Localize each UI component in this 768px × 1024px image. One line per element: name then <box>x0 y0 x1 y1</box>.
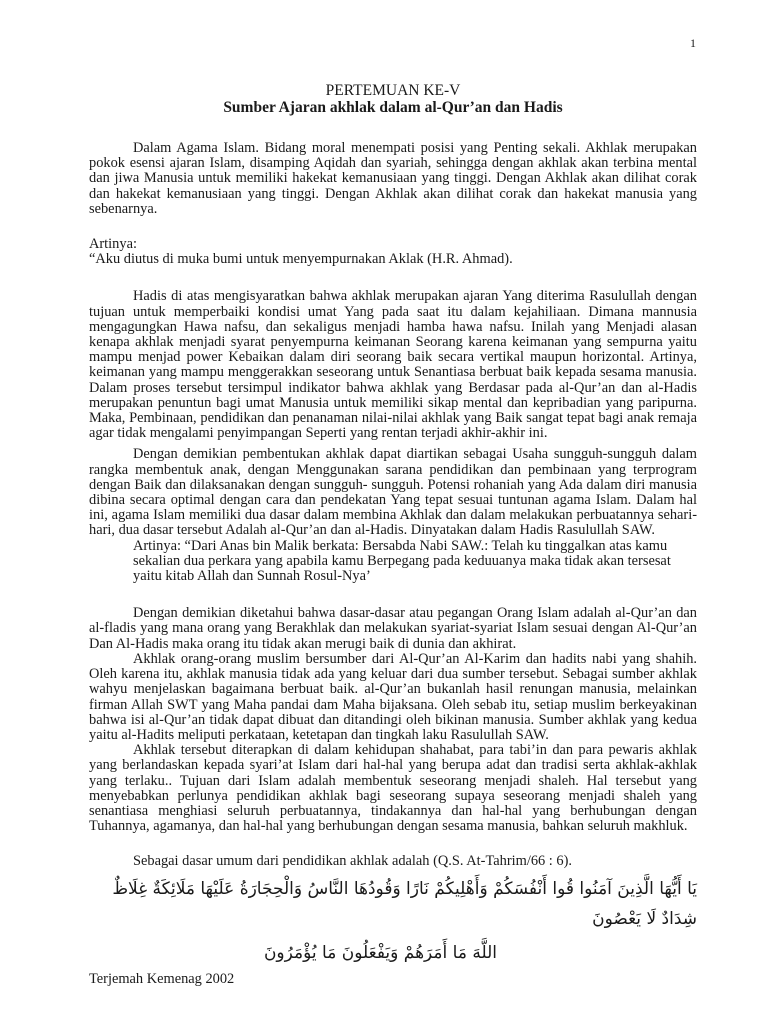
artinya-label: Artinya: <box>89 236 137 253</box>
page-number: 1 <box>690 36 696 50</box>
translation-source: Terjemah Kemenag 2002 <box>89 970 235 987</box>
page-subtitle: Sumber Ajaran akhlak dalam al-Qur’an dan Hadis <box>223 99 563 116</box>
document-body <box>89 82 697 987</box>
paragraph-dasar-umum: Sebagai dasar umum dari pendidikan akhlak adalah (Q.S. At-Tahrim/66 : 6). <box>133 853 572 870</box>
arabic-verse-line-2: اللَّهَ مَا أَمَرَهُمْ وَيَفْعَلُونَ مَا يُؤْمَرُونَ <box>263 942 497 963</box>
paragraph-sumber-akhlak: Akhlak orang-orang muslim bersumber dari Al-Qur’an Al-Karim dan hadits nabi yang shahih. Oleh karena itu, akhlak manusia tidak ada yang keluar dari dua sumber tersebut. Sebagai sumber akhlak wahyu menjelaskan bagaimana berbuat baik. al-Qur’an bukanlah hasil renungan manusia, melainkan firman Allah SWT yang Maha pandai dam Maha bijaksana. Oleh sebab itu, setiap muslim berkeyakinan bahwa isi al-Qur’an tidak dapat dibuat dan ditandingi oleh bikinan manusia. Sumber akhlak yang kedua yaitu al-Hadits meliputi perkataan, ketetapan dan tingkah laku Rasulullah SAW. <box>89 650 697 743</box>
hadis-quote: Artinya: “Dari Anas bin Malik berkata: Bersabda Nabi SAW.: Telah ku tinggalkan atas kamu sekalian dua perkara yang apabila kamu Berpegang pada keduuanya maka tidak akan tersesat yaitu kitab Allah dan Sunnah Rosul-Nya’ <box>133 537 671 585</box>
paragraph-penerapan-akhlak: Akhlak tersebut diterapkan di dalam kehidupan shahabat, para tabi’in dan para pewaris akhlak yang berlandaskan kepada syari’at Islam dari hal-hal yang berupa adat dan tradisi serta akhlak-akhlak yang terlaku.. Tujuan dari Islam adalah membentuk seseorang menjadi shaleh. Hal tersebut yang menyebabkan perlunya pendidikan akhlak bagi seseorang supaya seseorang menjadi shaleh yang senantiasa menghiasi seluruh perbuatannya, tindakannya dan hal-hal yang berhubungan dengan Tuhannya, agamanya, dan hal-hal yang berhubungan dengan sesama manusia, bahkan seluruh makhluk. <box>89 742 697 835</box>
arabic-verse-line-1: يَا أَيُّهَا الَّذِينَ آمَنُوا قُوا أَنْفُسَكُمْ وَأَهْلِيكُمْ نَارًا وَقُودُهَا النَّاسُ وَالْحِجَارَةُ عَلَيْهَا مَلَائِكَةٌ غِلَاظٌ شِدَادٌ لَا يَعْصُونَ <box>112 878 697 929</box>
paragraph-pembentukan-akhlak: Dengan demikian pembentukan akhlak dapat diartikan sebagai Usaha sungguh-sungguh dalam rangka membentuk anak, dengan Menggunakan sarana pendidikan dan pembinaan yang terprogram dengan Baik dan dilaksanakan dengan sungguh- sungguh. Potensi rohaniah yang Ada dalam diri manusia dibina secara optimal dengan cara dan pendekatan Yang tepat sesuai tuntunan agama Islam. Dalam hal ini, agama Islam memiliki dua dasar dalam membina Akhlak dan dalam melakukan perbuatannya sehari-hari, dua dasar tersebut Adalah al-Qur’an dan al-Hadis. Dinyatakan dalam Hadis Rasulullah SAW. <box>89 446 697 539</box>
paragraph-intro: Dalam Agama Islam. Bidang moral menempati posisi yang Penting sekali. Akhlak merupakan pokok esensi ajaran Islam, disamping Aqidah dan syariah, sehingga dengan akhlak akan terbina mental dan jiwa Manusia untuk memiliki hakekat kemanusiaan yang tinggi. Dengan Akhlak akan dilihat corak dan hakekat kemanusiaan yang tinggi. Dengan Akhlak akan dilihat corak dan hakekat manusia yang sebenarnya. <box>89 140 697 217</box>
page-title: PERTEMUAN KE-V <box>325 82 461 99</box>
paragraph-hadis-explanation: Hadis di atas mengisyaratkan bahwa akhlak merupakan ajaran Yang diterima Rasulullah dengan tujuan untuk memperbaiki kondisi umat Yang pada saat itu dalam kejahiliaan. Dimana mannusia mengagungkan Hawa nafsu, dan sekaligus menjadi hamba hawa nafsu. Inilah yang Menjadi alasan kenapa akhlak menjadi syarat penyempurna keimanan Seorang karena keimanan yang sempurna yaitu mampu menjad power Kebaikan dalam diri seorang baik secara vertikal maupun horizontal. Artinya, keimanan yang mampu menggerakkan seseorang untuk Senantiasa berbuat baik kepada sesama manusia. Dalam proses tersebut tersimpul indikator bahwa akhlak yang Berdasar pada al-Qur’an dan al-Hadis merupakan penuntun bagi umat Manusia untuk memiliki sikap mental dan kepribadian yang paripurna. Maka, Pembinaan, pendidikan dan penanaman nilai-nilai akhlak yang Baik sangat tepat bagi anak remaja agar tidak mengalami penyimpangan Seperti yang rentan terjadi akhir-akhir ini. <box>89 288 697 442</box>
artinya-text: “Aku diutus di muka bumi untuk menyempurnakan Aklak (H.R. Ahmad). <box>89 251 513 268</box>
paragraph-dasar-islam: Dengan demikian diketahui bahwa dasar-dasar atau pegangan Orang Islam adalah al-Qur’an dan al-fladis yang mana orang yang Berakhlak dan melakukan syariat-syariat Islam sesuai dengan Al-Qur’an Dan Al-Hadis maka orang itu tidak akan merugi baik di dunia dan akhirat. <box>89 605 697 652</box>
